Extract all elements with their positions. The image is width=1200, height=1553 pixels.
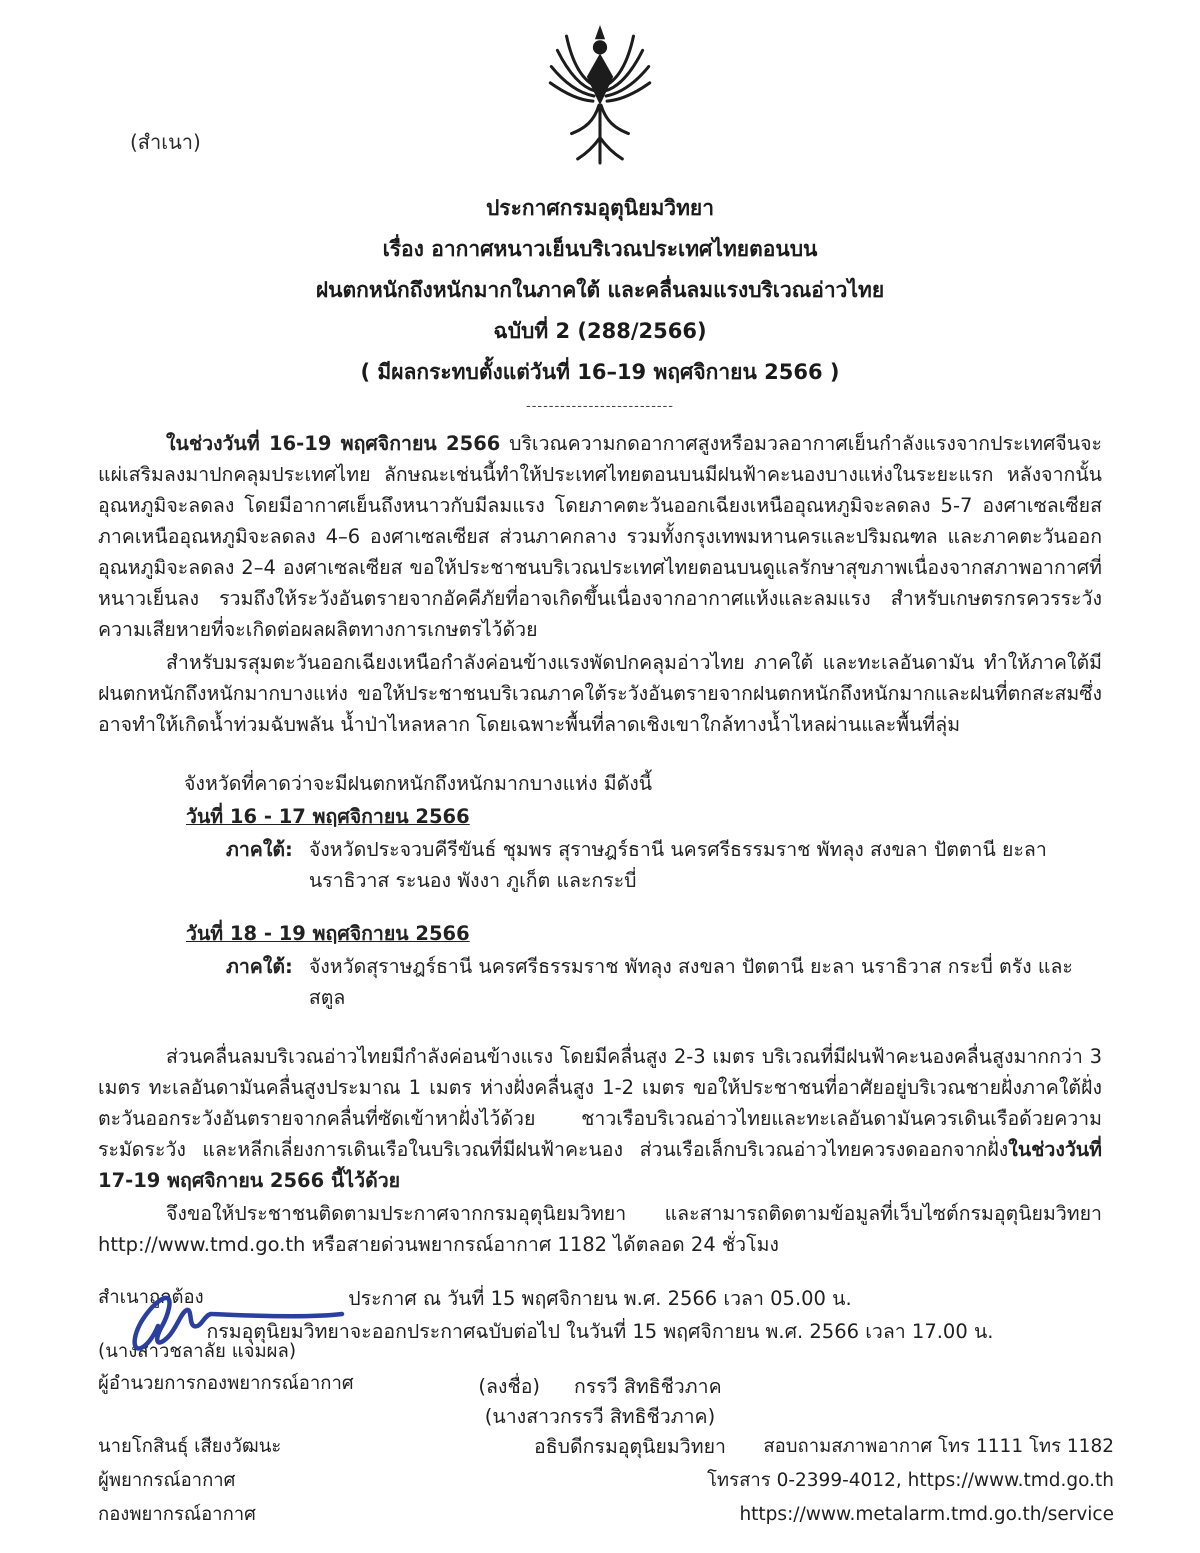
contact-phone: สอบถามสภาพอากาศ โทร 1111 โทร 1182	[763, 1436, 1114, 1457]
forecaster-dept: กองพยากรณ์อากาศ	[98, 1504, 256, 1525]
forecaster-title: ผู้พยากรณ์อากาศ	[98, 1470, 236, 1491]
forecaster-block	[98, 1430, 281, 1532]
title-line-2: เรื่อง อากาศหนาวเย็นบริเวณประเทศไทยตอนบน	[382, 237, 818, 261]
certified-copy-label: สำเนาถูกต้อง	[98, 1287, 204, 1308]
certifier-name: (นางสาวชลาลัย แจ่มผล)	[98, 1341, 297, 1362]
title-line-3: ฝนตกหนักถึงหนักมากในภาคใต้ และคลื่นลมแรงบริเวณอ่าวไทย	[315, 278, 885, 302]
date-heading-16-17: วันที่ 16 - 17 พฤศจิกายน 2566	[186, 805, 470, 828]
signed-name-paren: (นางสาวกรรวี สิทธิชีวภาค)	[484, 1405, 716, 1428]
paragraph-waves: ส่วนคลื่นลมบริเวณอ่าวไทยมีกำลังค่อนข้างแรง โดยมีคลื่นสูง 2-3 เมตร บริเวณที่มีฝนฟ้าคะนองคลื่นสูงมากกว่า 3 เมตร ทะเลอันดามันคลื่นสูงประมาณ 1 เมตร ห่างฝั่งคลื่นสูง 1-2 เมตร ขอให้ประชาชนที่อาศัยอยู่บริเวณชายฝั่งภาคใต้ฝั่งตะวันออกระวังอันตรายจากคลื่นที่ซัดเข้าหาฝั่งไว้ด้วย ชาวเรือบริเวณอ่าวไทยและทะเลอันดามันควรเดินเรือด้วยความระมัดระวัง และหลีกเลี่ยงการเดินเรือในบริเวณที่มีฝนฟ้าคะนอง ส่วนเรือเล็กบริเวณอ่าวไทยควรงดออกจากฝั่งในช่วงวันที่ 17-19 พฤศจิกายน 2566 นี้ไว้ด้วย	[98, 1045, 1102, 1192]
paragraph-cold-spell: ในช่วงวันที่ 16-19 พฤศจิกายน 2566 บริเวณความกดอากาศสูงหรือมวลอากาศเย็นกำลังแรงจากประเทศจีนจะแผ่เสริมลงมาปกคลุมประเทศไทย ลักษณะเช่นนี้ทำให้ประเทศไทยตอนบนมีฝนฟ้าคะนองบางแห่งในระยะแรก หลังจากนั้นอุณหภูมิจะลดลง โดยมีอากาศเย็นถึงหนาวกับมีลมแรง โดยภาคตะวันออกเฉียงเหนืออุณหภูมิจะลดลง 5-7 องศาเซลเซียส ภาคเหนืออุณหภูมิจะลดลง 4–6 องศาเซลเซียส ส่วนภาคกลาง รวมทั้งกรุงเทพมหานครและปริมณฑล และภาคตะวันออก อุณหภูมิจะลดลง 2–4 องศาเซลเซียส ขอให้ประชาชนบริเวณประเทศไทยตอนบนดูแลรักษาสุขภาพเนื่องจากสภาพอากาศที่หนาวเย็นลง รวมถึงให้ระวังอันตรายจากอัคคีภัยที่อาจเกิดขึ้นเนื่องจากอากาศแห้งและลมแรง สำหรับเกษตรกรควรระวังความเสียหายที่จะเกิดต่อผลผลิตทางการเกษตรไว้ด้วย	[98, 432, 1102, 641]
footer-area	[98, 1282, 1114, 1553]
contact-block	[707, 1430, 1114, 1532]
paragraph-waves-dates: ในช่วงวันที่ 17-19 พฤศจิกายน 2566 นี้ไว้ด้วย	[98, 1138, 1102, 1192]
signed-label: (ลงชื่อ)	[478, 1375, 541, 1398]
date-heading-18-19: วันที่ 18 - 19 พฤศจิกายน 2566	[186, 922, 470, 945]
certifier-title: ผู้อำนวยการกองพยากรณ์อากาศ	[98, 1373, 354, 1394]
provinces-intro: จังหวัดที่คาดว่าจะมีฝนตกหนักถึงหนักมากบางแห่ง มีดังนี้	[184, 772, 653, 795]
document-body	[98, 428, 1102, 1260]
header-divider: --------------------------	[526, 399, 674, 414]
paragraph-follow-updates: จึงขอให้ประชาชนติดตามประกาศจากกรมอุตุนิยมวิทยา และสามารถติดตามข้อมูลที่เว็บไซต์กรมอุตุนิยมวิทยา http://www.tmd.go.th หรือสายด่วนพยากรณ์อากาศ 1182 ได้ตลอด 24 ชั่วโมง	[98, 1202, 1102, 1256]
issue-number: ฉบับที่ 2 (288/2566)	[493, 319, 707, 343]
document-title-block	[0, 188, 1200, 393]
title-line-1: ประกาศกรมอุตุนิยมวิทยา	[485, 196, 715, 220]
effective-dates: ( มีผลกระทบตั้งแต่วันที่ 16–19 พฤศจิกายน 2566 )	[360, 360, 840, 384]
province-list-16-17: จังหวัดประจวบคีรีขันธ์ ชุมพร สุราษฎร์ธานี นครศรีธรรมราช พัทลุง สงขลา ปัตตานี ยะลา นราธิวาส ระนอง พังงา ภูเก็ต และกระบี่	[308, 838, 1047, 892]
signed-name: กรรวี สิทธิชีวภาค	[574, 1375, 722, 1398]
region-label-south-1: ภาคใต้:	[226, 838, 293, 861]
contact-fax-website: โทรสาร 0-2399-4012, https://www.tmd.go.th	[707, 1470, 1114, 1491]
forecaster-name: นายโกสินธุ์ เสียงวัฒนะ	[98, 1436, 282, 1457]
provinces-row-18-19	[98, 951, 1102, 1013]
next-issue-notice: กรมอุตุนิยมวิทยาจะออกประกาศฉบับต่อไป ในวันที่ 15 พฤศจิกายน พ.ศ. 2566 เวลา 17.00 น.	[206, 1320, 994, 1343]
province-list-18-19: จังหวัดสุราษฎร์ธานี นครศรีธรรมราช พัทลุง สงขลา ปัตตานี ยะลา นราธิวาส กระบี่ ตรัง และสตูล	[308, 955, 1073, 1009]
region-label-south-2: ภาคใต้:	[226, 955, 293, 978]
issued-datetime: ประกาศ ณ วันที่ 15 พฤศจิกายน พ.ศ. 2566 เวลา 05.00 น.	[348, 1287, 852, 1310]
garuda-emblem-icon	[544, 24, 656, 170]
footer-columns	[98, 1430, 1114, 1532]
paragraph-monsoon: สำหรับมรสุมตะวันออกเฉียงเหนือกำลังค่อนข้างแรงพัดปกคลุมอ่าวไทย ภาคใต้ และทะเลอันดามัน ทำให้ภาคใต้มีฝนตกหนักถึงหนักมากบางแห่ง ขอให้ประชาชนบริเวณภาคใต้ระวังอันตรายจากฝนตกหนักถึงหนักมากและฝนที่ตกสะสมซึ่งอาจทำให้เกิดน้ำท่วมฉับพลัน น้ำป่าไหลหลาก โดยเฉพาะพื้นที่ลาดเชิงเขาใกล้ทางน้ำไหลผ่านและพื้นที่ลุ่ม	[98, 651, 1102, 736]
copy-label: (สำเนา)	[130, 130, 201, 154]
provinces-row-16-17	[98, 834, 1102, 896]
certification-block	[98, 1282, 1114, 1400]
paragraph-cold-spell-dates: ในช่วงวันที่ 16-19 พฤศจิกายน 2566	[166, 432, 501, 455]
contact-metalarm-url: https://www.metalarm.tmd.go.th/service	[739, 1504, 1114, 1525]
signed-position: อธิบดีกรมอุตุนิยมวิทยา	[534, 1435, 726, 1458]
